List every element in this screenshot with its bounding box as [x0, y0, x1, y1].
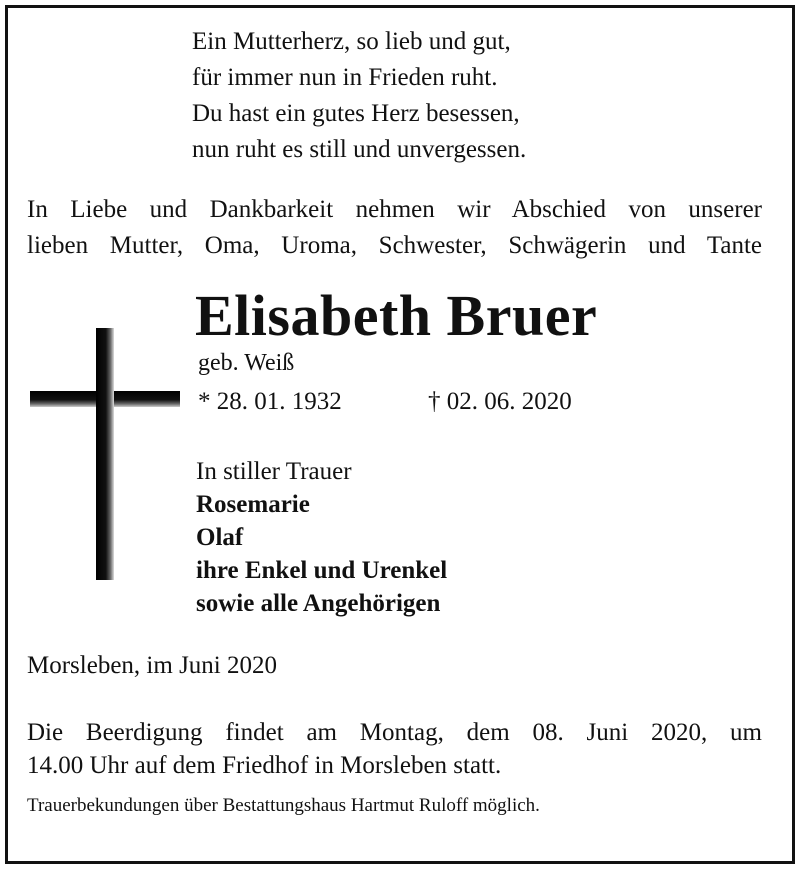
- intro-line: In Liebe und Dankbarkeit nehmen wir Abschied von unserer: [27, 196, 762, 223]
- mourners: [196, 455, 447, 620]
- poem: [192, 24, 526, 168]
- mourner-name: sowie alle Angehörigen: [196, 590, 441, 617]
- mourner-name: Olaf: [196, 524, 244, 551]
- funeral-line: 14.00 Uhr auf dem Friedhof in Morsleben statt.: [27, 752, 502, 779]
- death-date: † 02. 06. 2020: [428, 388, 572, 415]
- place-date: Morsleben, im Juni 2020: [27, 652, 277, 679]
- poem-line: für immer nun in Frieden ruht.: [192, 64, 498, 91]
- mourners-heading: In stiller Trauer: [196, 458, 352, 485]
- deceased-name: Elisabeth Bruer: [195, 283, 598, 348]
- condolence-note: Trauerbekundungen über Bestattungshaus Hartmut Ruloff möglich.: [27, 795, 540, 816]
- intro-text: [27, 192, 762, 264]
- poem-line: Ein Mutterherz, so lieb und gut,: [192, 28, 511, 55]
- mourner-name: ihre Enkel und Urenkel: [196, 557, 448, 584]
- poem-line: nun ruht es still und unvergessen.: [192, 136, 527, 163]
- funeral-line: Die Beerdigung findet am Montag, dem 08. Juni 2020, um: [27, 719, 762, 746]
- intro-line: lieben Mutter, Oma, Uroma, Schwester, Schwägerin und Tante: [27, 232, 762, 259]
- birth-date: * 28. 01. 1932: [198, 388, 342, 415]
- birth-name: geb. Weiß: [198, 350, 295, 376]
- cross-icon: [30, 328, 180, 580]
- mourner-name: Rosemarie: [196, 491, 310, 518]
- funeral-info: [27, 716, 762, 782]
- poem-line: Du hast ein gutes Herz besessen,: [192, 100, 520, 127]
